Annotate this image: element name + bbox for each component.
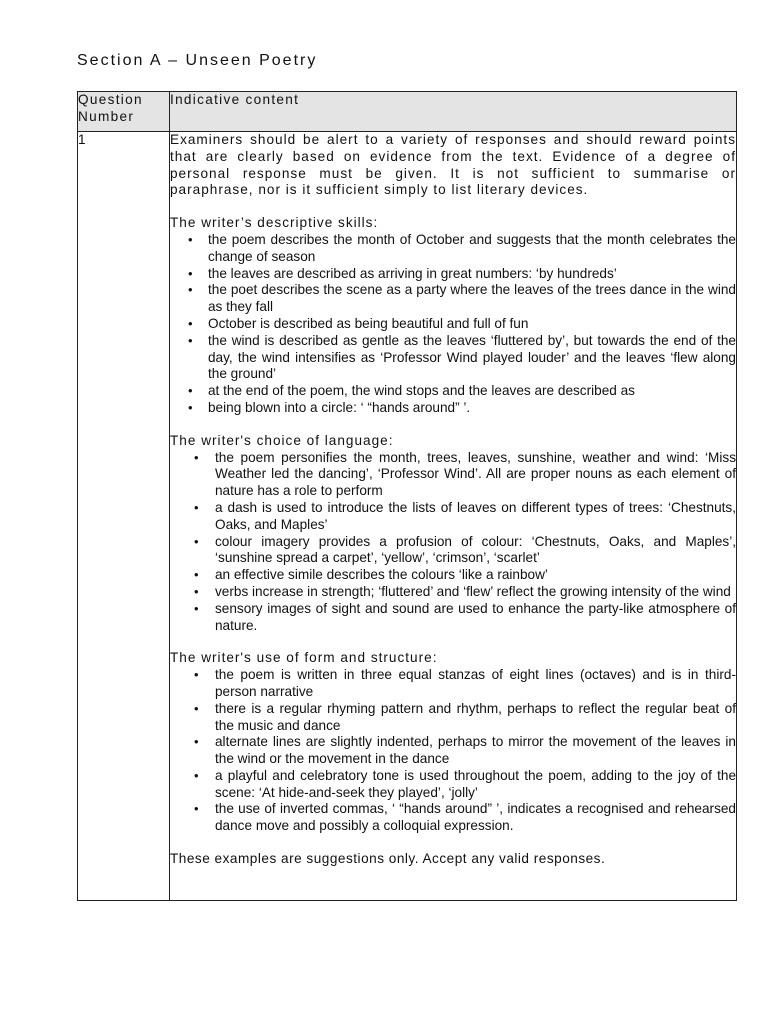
section-heading-form-and-structure: The writer's use of form and structure: bbox=[170, 650, 438, 666]
bullet-icon: • bbox=[194, 567, 199, 583]
list-item: • the use of inverted commas, ‘ “hands around” ’, indicates a recognised and rehearsed dance move and possibly a colloquial expression. bbox=[194, 801, 736, 834]
indicative-content-header: Indicative content bbox=[170, 92, 737, 132]
bullet-icon: • bbox=[188, 231, 193, 247]
list-item: • the poem personifies the month, trees, leaves, sunshine, weather and wind: ‘Miss Weather led the dancing’, ‘Professor Wind’. All are proper nouns as each element of nature has a role to perform bbox=[194, 449, 736, 499]
list-item: • colour imagery provides a profusion of colour: ‘Chestnuts, Oaks, and Maples’, ‘sunshine spread a carpet’, ‘yellow’, ‘crimson’, ‘scarlet’ bbox=[194, 533, 736, 566]
bullet-list-choice-of-language bbox=[170, 450, 736, 635]
bullet-icon: • bbox=[194, 533, 199, 549]
bullet-icon: • bbox=[194, 449, 199, 465]
page-title: Section A – Unseen Poetry bbox=[77, 52, 318, 69]
bullet-icon: • bbox=[188, 383, 193, 399]
list-item: • a playful and celebratory tone is used throughout the poem, adding to the joy of the scene: ‘At hide-and-seek they played’, ‘jolly’ bbox=[194, 767, 736, 800]
list-item: • the poem is written in three equal stanzas of eight lines (octaves) and is in third-person narrative bbox=[194, 667, 736, 699]
bullet-icon: • bbox=[194, 583, 199, 599]
footer-note: These examples are suggestions only. Accept any valid responses. bbox=[170, 851, 606, 867]
list-item: • an effective simile describes the colours ‘like a rainbow’ bbox=[194, 567, 548, 583]
bullet-icon: • bbox=[188, 399, 193, 415]
bullet-icon: • bbox=[188, 265, 193, 281]
bullet-icon: • bbox=[188, 282, 193, 298]
list-item: • the poet describes the scene as a party where the leaves of the trees dance in the wind as they fall bbox=[188, 282, 736, 315]
list-item: • being blown into a circle: ‘ “hands around” ’. bbox=[188, 399, 471, 415]
indicative-content-cell bbox=[170, 132, 737, 901]
list-item: • a dash is used to introduce the lists of leaves on different types of trees: ‘Chestnuts, Oaks, and Maples’ bbox=[194, 499, 736, 532]
bullet-icon: • bbox=[194, 499, 199, 515]
mark-scheme-table bbox=[77, 91, 737, 901]
section-heading-choice-of-language: The writer's choice of language: bbox=[170, 432, 394, 448]
bullet-list-form-and-structure bbox=[170, 667, 736, 835]
table-row bbox=[78, 132, 737, 901]
list-item: • verbs increase in strength; ‘fluttered’ and ‘flew’ reflect the growing intensity of the wind bbox=[194, 583, 731, 599]
list-item: • sensory images of sight and sound are used to enhance the party-like atmosphere of nature. bbox=[194, 600, 736, 633]
list-item: • the leaves are described as arriving in great numbers: ‘by hundreds’ bbox=[188, 265, 617, 281]
list-item: • October is described as being beautiful and full of fun bbox=[188, 315, 529, 331]
section-heading-descriptive-skills: The writer’s descriptive skills: bbox=[170, 215, 379, 231]
bullet-list-descriptive-skills bbox=[170, 232, 736, 417]
bullet-icon: • bbox=[188, 332, 193, 348]
bullet-icon: • bbox=[194, 667, 199, 683]
list-item: • the wind is described as gentle as the leaves ‘fluttered by’, but towards the end of the day, the wind intensifies as ‘Professor Wind played louder’ and the leaves ‘flew along the ground’ bbox=[188, 332, 736, 382]
list-item: • there is a regular rhyming pattern and rhythm, perhaps to reflect the regular beat of the music and dance bbox=[194, 700, 736, 733]
examiner-guidance: Examiners should be alert to a variety of responses and should reward points that are clearly based on evidence from the text. Evidence of a degree of personal response must be given. It is not sufficient to summarise or paraphrase, nor is it sufficient simply to list literary devices. bbox=[170, 132, 736, 198]
list-item: • the poem describes the month of October and suggests that the month celebrates the change of season bbox=[188, 231, 736, 264]
bullet-icon: • bbox=[194, 734, 199, 750]
question-number-header: Question Number bbox=[78, 92, 170, 132]
bullet-icon: • bbox=[194, 700, 199, 716]
bullet-icon: • bbox=[188, 315, 193, 331]
question-number: 1 bbox=[78, 132, 170, 901]
bullet-icon: • bbox=[194, 801, 199, 817]
bullet-icon: • bbox=[194, 600, 199, 616]
list-item: • alternate lines are slightly indented, perhaps to mirror the movement of the leaves in the wind or the movement in the dance bbox=[194, 734, 736, 767]
list-item: • at the end of the poem, the wind stops and the leaves are described as bbox=[188, 383, 635, 399]
bullet-icon: • bbox=[194, 767, 199, 783]
table-header-row bbox=[78, 92, 737, 132]
